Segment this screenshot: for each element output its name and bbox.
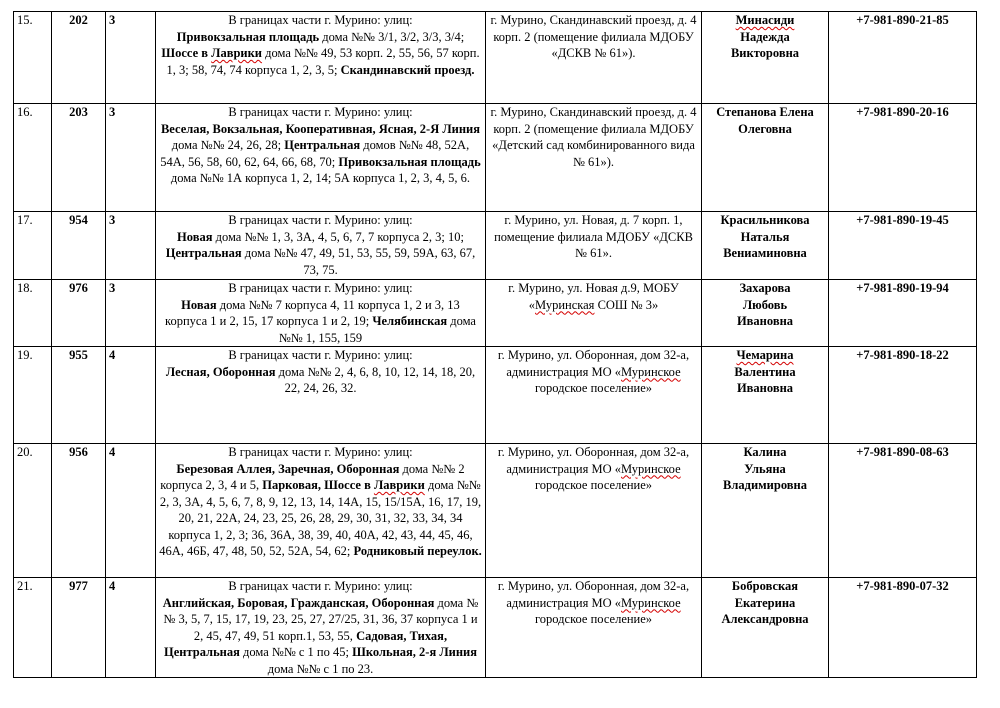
- phone-cell: +7-981-890-18-22: [829, 347, 977, 444]
- chairman-name-cell: [702, 444, 829, 578]
- boundaries-cell: [156, 212, 486, 280]
- address-text-run: г. Мурино, ул. Новая, д. 7 корп. 1, помещение филиала МДОБУ «ДСКВ № 61».: [494, 213, 693, 260]
- okrug-number-cell: 4: [106, 347, 156, 444]
- row-number-cell: 18.: [14, 280, 52, 347]
- boundaries-text-run: дома №№ 1А корпуса 1, 2, 14; 5А корпуса 1, 2, 3, 4, 5, 6.: [170, 171, 471, 185]
- chairman-name-cell: [702, 104, 829, 212]
- boundaries-text-run: Садовая, Тихая, Центральная: [163, 628, 448, 659]
- chairman-name-cell: [702, 347, 829, 444]
- name-text-run: Минасиди: [735, 13, 795, 27]
- chairman-name-cell: [702, 12, 829, 104]
- name-text-run: Валентина: [734, 364, 796, 379]
- row-number-cell: 20.: [14, 444, 52, 578]
- boundaries-text-run: домов №№ 48, 52А, 54А, 56, 58, 60, 62, 64, 66, 68, 70;: [160, 138, 470, 169]
- chairman-name-cell: [702, 578, 829, 678]
- table-row: [14, 12, 977, 104]
- name-text-run: Надежда: [740, 29, 790, 44]
- boundaries-text-run: В границах части г. Мурино: улиц:: [228, 213, 413, 227]
- okrug-number-cell: 3: [106, 12, 156, 104]
- name-text-run: Ивановна: [736, 381, 794, 395]
- boundaries-text-run: В границах части г. Мурино: улиц:: [228, 348, 413, 362]
- address-cell: [486, 12, 702, 104]
- boundaries-text-run: Привокзальная площадь: [338, 154, 481, 169]
- name-text-run: Калина: [743, 445, 787, 459]
- address-cell: [486, 347, 702, 444]
- okrug-number-cell: 3: [106, 212, 156, 280]
- okrug-number-cell: 3: [106, 280, 156, 347]
- boundaries-text-run: Парковая, Шоссе в: [262, 478, 374, 492]
- address-text-run: СОШ № 3»: [594, 297, 659, 312]
- boundaries-text-run: дома №№ 3, 5, 7, 15, 17, 19, 23, 25, 27, 27/25, 31, 36, 37 корпуса 1 и 2, 45, 47, 49, 51 корп.1, 53, 55,: [163, 595, 479, 643]
- table-row: [14, 212, 977, 280]
- uik-number-cell: 202: [52, 12, 106, 104]
- okrug-number-cell: 3: [106, 104, 156, 212]
- boundaries-text-run: Лаврики: [373, 478, 425, 492]
- boundaries-text-run: дома №№ 1, 3, 3А, 4, 5, 6, 7, 7 корпуса 2, 3; 10;: [212, 229, 464, 244]
- uik-table: [13, 11, 977, 678]
- boundaries-cell: [156, 280, 486, 347]
- okrug-number-cell: 4: [106, 444, 156, 578]
- phone-cell: +7-981-890-07-32: [829, 578, 977, 678]
- boundaries-text-run: дома №№ 49, 53 корп. 2, 55, 56, 57 корп. 1, 3; 58, 74, 74 корпуса 1, 2, 3, 5;: [166, 46, 480, 77]
- phone-cell: +7-981-890-20-16: [829, 104, 977, 212]
- boundaries-text-run: дома №№ 3/1, 3/2, 3/3, 3/4;: [319, 29, 465, 44]
- name-text-run: Владимировна: [723, 478, 807, 492]
- address-cell: [486, 212, 702, 280]
- name-text-run: Викторовна: [730, 46, 800, 60]
- boundaries-text-run: Новая: [177, 229, 213, 244]
- table-row: [14, 444, 977, 578]
- address-text-run: Муринская: [535, 297, 595, 312]
- address-text-run: городское поселение»: [534, 612, 653, 626]
- address-text-run: г. Мурино, Скандинавский проезд, д. 4 корп. 2 (помещение филиала МДОБУ «ДСКВ № 61»).: [490, 13, 697, 60]
- uik-number-cell: 954: [52, 212, 106, 280]
- boundaries-text-run: Английская, Боровая, Гражданская, Оборонная: [162, 595, 435, 610]
- boundaries-text-run: Лаврики: [211, 46, 263, 60]
- address-text-run: г. Мурино, ул. Оборонная, дом 32-а, администрация МО «: [497, 579, 690, 610]
- address-cell: [486, 280, 702, 347]
- boundaries-text-run: В границах части г. Мурино: улиц:: [228, 13, 413, 27]
- name-text-run: Захарова: [739, 281, 791, 295]
- name-text-run: Чемарина: [736, 348, 794, 362]
- boundaries-text-run: дома №№ 7 корпуса 4, 11 корпуса 1, 2 и 3, 13 корпуса 1 и 2, 15, 17 корпуса 1 и 2, 19;: [165, 297, 460, 328]
- uik-number-cell: 203: [52, 104, 106, 212]
- boundaries-text-run: дома №№ с 1 по 23.: [267, 661, 374, 676]
- boundaries-cell: [156, 444, 486, 578]
- boundaries-text-run: дома №№ 2, 4, 6, 8, 10, 12, 14, 18, 20, 22, 24, 26, 32.: [275, 364, 476, 395]
- boundaries-text-run: Центральная: [284, 138, 361, 152]
- boundaries-cell: [156, 12, 486, 104]
- boundaries-text-run: Лесная, Оборонная: [165, 364, 276, 379]
- address-text-run: Муринское: [621, 595, 681, 610]
- table-row: [14, 347, 977, 444]
- boundaries-text-run: Родниковый переулок.: [353, 544, 482, 558]
- name-text-run: Вениаминовна: [723, 246, 807, 260]
- boundaries-text-run: Шоссе в: [161, 46, 212, 60]
- boundaries-text-run: В границах части г. Мурино: улиц:: [228, 445, 413, 459]
- boundaries-text-run: Центральная: [165, 246, 242, 260]
- name-text-run: Александровна: [721, 612, 809, 626]
- address-text-run: г. Мурино, ул. Оборонная, дом 32-а, администрация МО «: [497, 445, 690, 476]
- address-text-run: г. Мурино, ул. Оборонная, дом 32-а, администрация МО «: [497, 348, 690, 379]
- boundaries-text-run: В границах части г. Мурино: улиц:: [228, 579, 413, 593]
- name-text-run: Ивановна: [736, 314, 794, 328]
- address-text-run: Муринское: [621, 364, 681, 379]
- address-text-run: г. Мурино, Скандинавский проезд, д. 4 корп. 2 (помещение филиала МДОБУ «Детский сад комбинированного вида № 61»).: [490, 105, 697, 169]
- boundaries-text-run: В границах части г. Мурино: улиц:: [228, 281, 413, 295]
- boundaries-text-run: дома №№ 2 корпуса 2, 3, 4 и 5,: [160, 461, 465, 492]
- boundaries-text-run: Веселая, Вокзальная, Кооперативная, Ясная, 2-Я Линия: [160, 121, 481, 136]
- phone-cell: +7-981-890-19-94: [829, 280, 977, 347]
- boundaries-text-run: Школьная, 2-я Линия: [352, 645, 478, 659]
- name-text-run: Степанова Елена Олеговна: [716, 105, 814, 136]
- address-text-run: г. Мурино, ул. Новая д.9, МОБУ «: [508, 281, 679, 312]
- row-number-cell: 15.: [14, 12, 52, 104]
- row-number-cell: 16.: [14, 104, 52, 212]
- address-text-run: городское поселение»: [534, 478, 653, 492]
- uik-number-cell: 976: [52, 280, 106, 347]
- address-cell: [486, 578, 702, 678]
- boundaries-text-run: Новая: [181, 297, 217, 312]
- boundaries-text-run: Челябинская: [372, 314, 448, 328]
- boundaries-text-run: Скандинавский проезд.: [340, 62, 475, 77]
- boundaries-cell: [156, 578, 486, 678]
- name-text-run: Екатерина: [734, 595, 796, 610]
- okrug-number-cell: 4: [106, 578, 156, 678]
- address-text-run: городское поселение»: [534, 381, 653, 395]
- boundaries-text-run: дома №№ 2, 3, 3А, 4, 5, 6, 7, 8, 9, 12, 13, 14, 14А, 15, 15/15А, 16, 17, 19, 20, 21, 22А, 24, 23, 25, 26, 28, 29, 30, 31, 32, 33, 34, 34 корпуса 1, 2, 3; 36, 36А, 38, 39, 40, 40А, 42, 43, 44, 45, 46, 46А, 46Б, 47, 48, 50, 52, 52А, 54, 62;: [159, 478, 482, 558]
- name-text-run: Любовь: [742, 297, 788, 312]
- address-cell: [486, 104, 702, 212]
- row-number-cell: 17.: [14, 212, 52, 280]
- chairman-name-cell: [702, 212, 829, 280]
- chairman-name-cell: [702, 280, 829, 347]
- boundaries-text-run: Березовая Аллея, Заречная, Оборонная: [176, 461, 400, 476]
- row-number-cell: 21.: [14, 578, 52, 678]
- boundaries-text-run: Привокзальная площадь: [176, 29, 320, 44]
- boundaries-text-run: В границах части г. Мурино: улиц:: [228, 105, 413, 119]
- boundaries-text-run: дома №№ 47, 49, 51, 53, 55, 59, 59А, 63, 67, 73, 75.: [241, 246, 476, 277]
- address-text-run: Муринское: [621, 461, 681, 476]
- name-text-run: Ульяна: [744, 461, 786, 476]
- table-row: [14, 104, 977, 212]
- boundaries-text-run: дома №№ 24, 26, 28;: [171, 138, 285, 152]
- phone-cell: +7-981-890-21-85: [829, 12, 977, 104]
- uik-number-cell: 956: [52, 444, 106, 578]
- table-row: [14, 280, 977, 347]
- name-text-run: Бобровская: [731, 579, 799, 593]
- boundaries-text-run: дома №№ с 1 по 45;: [239, 645, 353, 659]
- name-text-run: Наталья: [740, 229, 790, 244]
- boundaries-cell: [156, 347, 486, 444]
- name-text-run: Красильникова: [720, 213, 810, 227]
- phone-cell: +7-981-890-19-45: [829, 212, 977, 280]
- boundaries-text-run: дома №№ 1, 155, 159: [278, 314, 476, 345]
- table-body: [14, 12, 977, 678]
- address-cell: [486, 444, 702, 578]
- boundaries-cell: [156, 104, 486, 212]
- table-row: [14, 578, 977, 678]
- uik-number-cell: 977: [52, 578, 106, 678]
- uik-number-cell: 955: [52, 347, 106, 444]
- row-number-cell: 19.: [14, 347, 52, 444]
- phone-cell: +7-981-890-08-63: [829, 444, 977, 578]
